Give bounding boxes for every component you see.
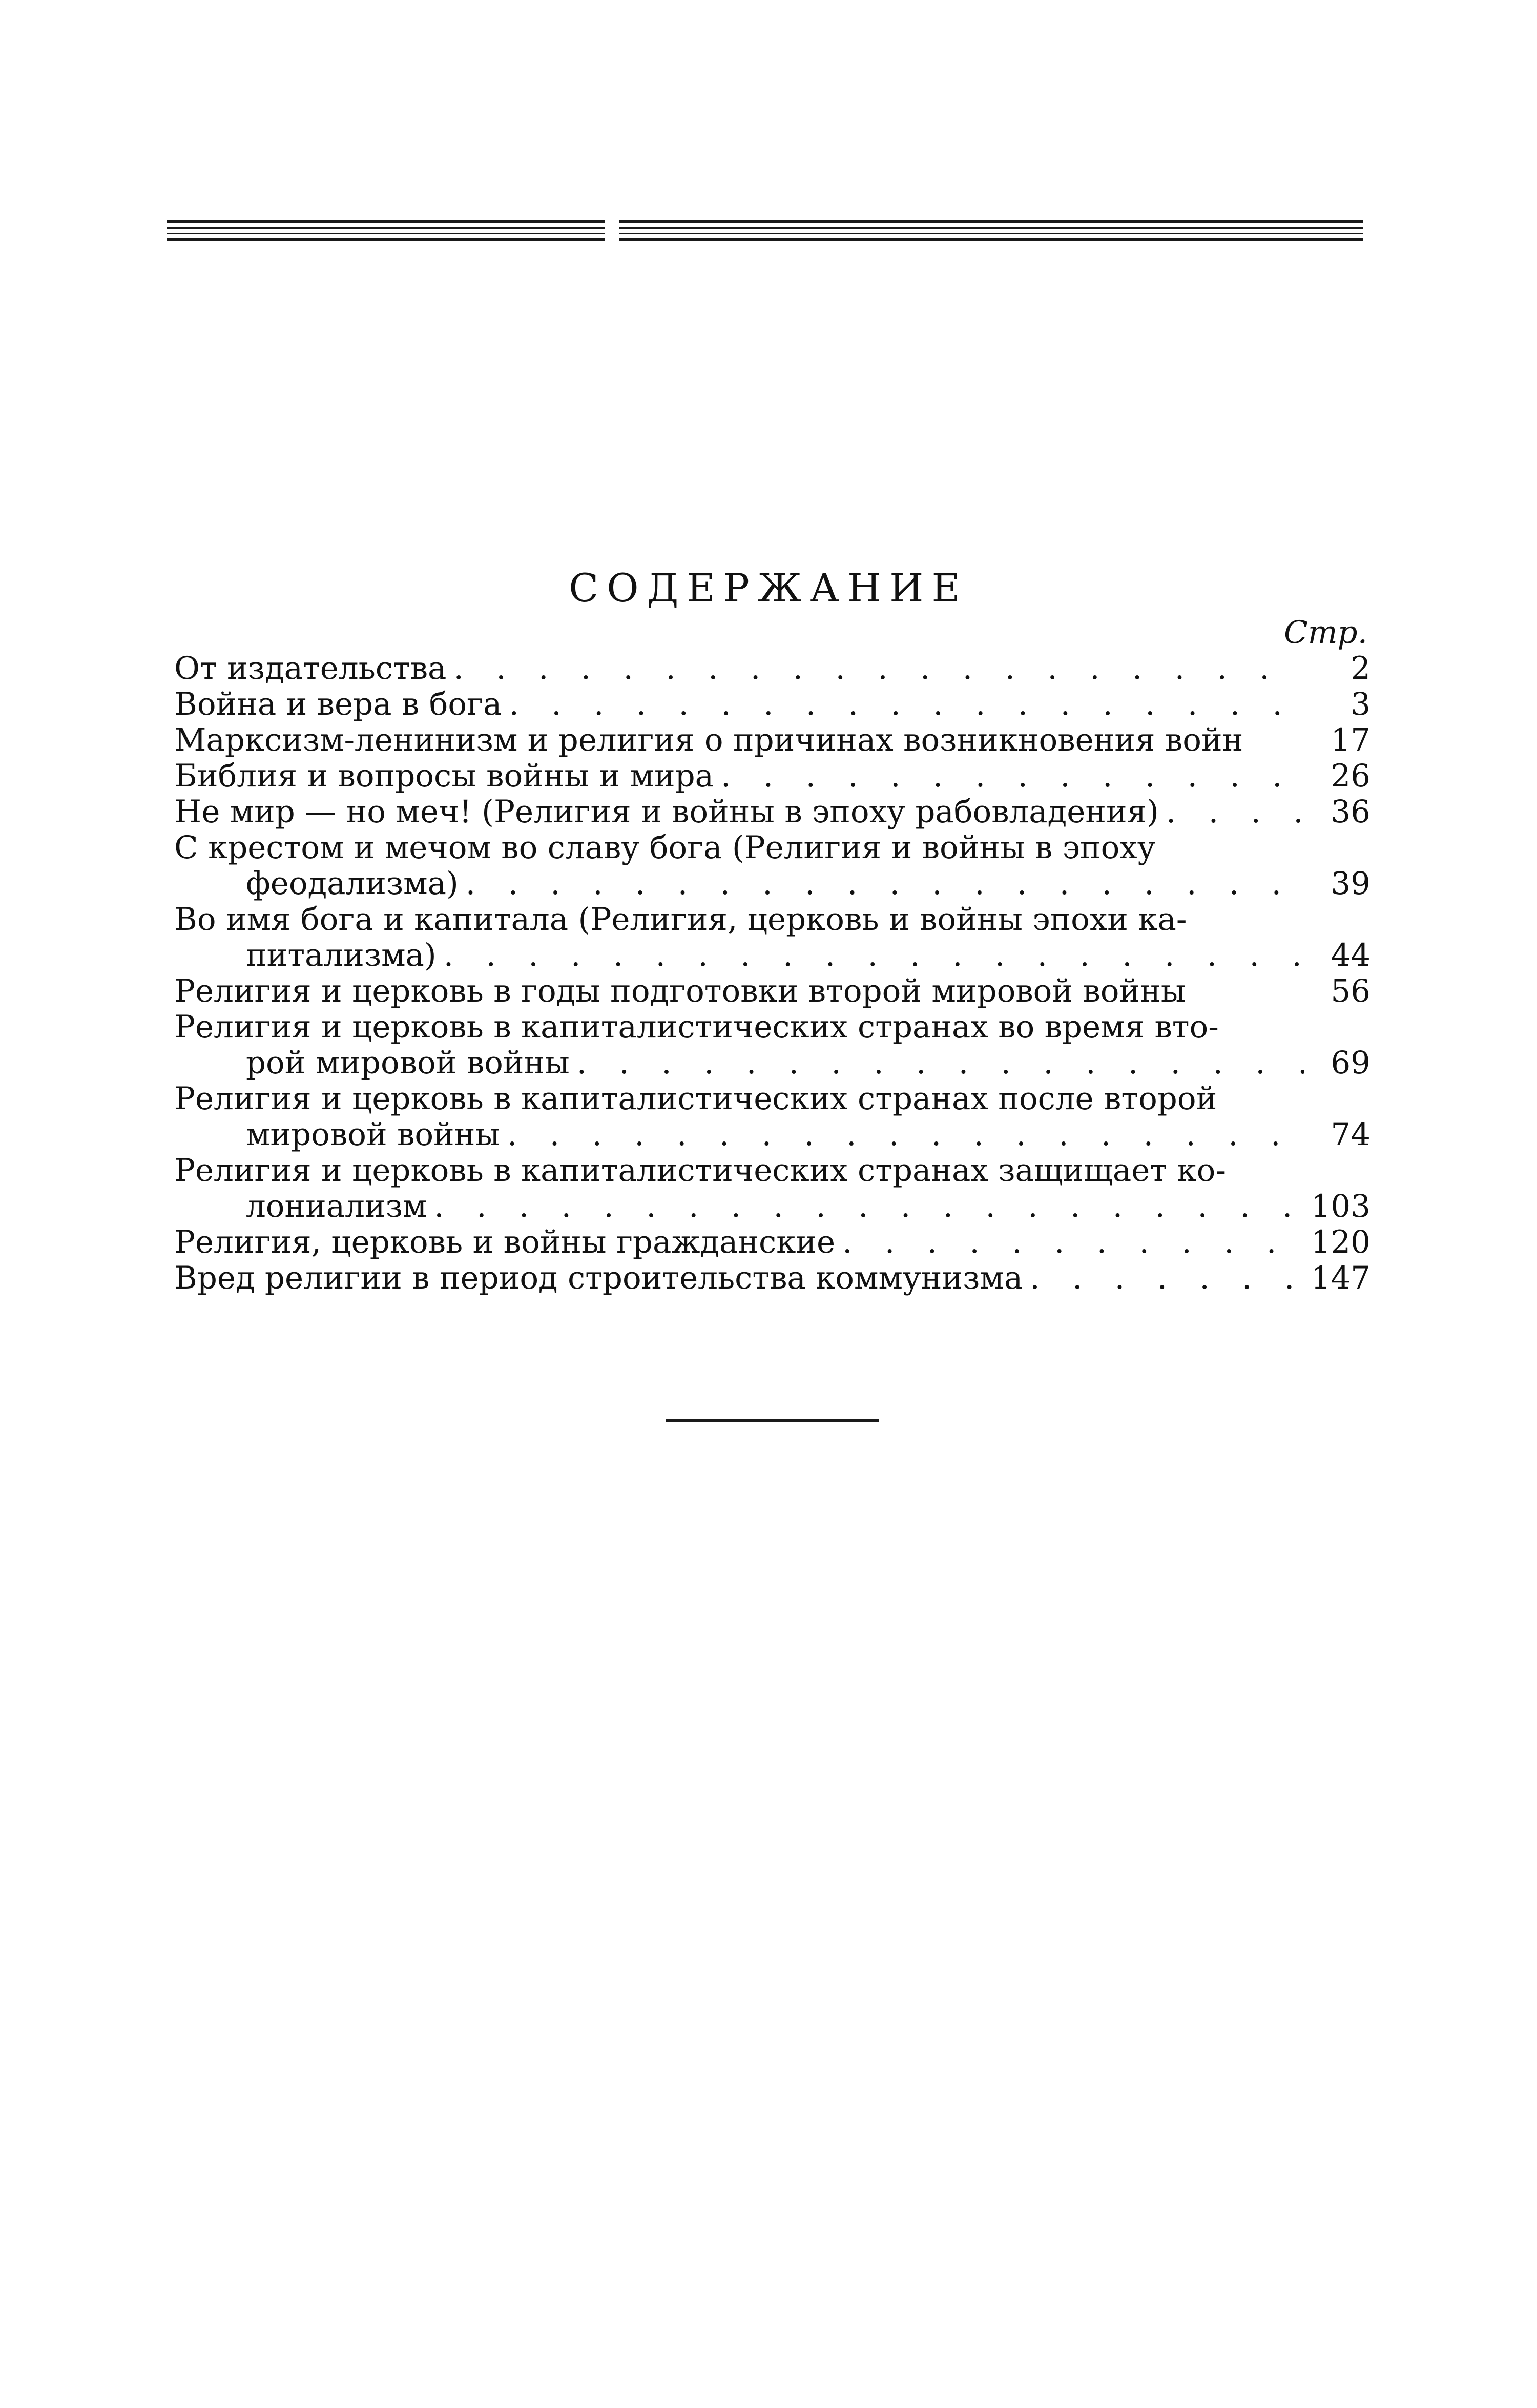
toc-entry-title bbox=[174, 973, 1304, 1009]
toc-entry-page: 69 bbox=[1331, 1045, 1370, 1081]
toc-entry bbox=[174, 1153, 1370, 1224]
page-title: СОДЕРЖАНИЕ bbox=[569, 565, 968, 611]
toc-entry-page: 74 bbox=[1331, 1116, 1370, 1153]
toc-entry-title bbox=[174, 758, 1304, 794]
dot-leader bbox=[1159, 794, 1304, 830]
toc-entry-title bbox=[174, 1260, 1304, 1296]
toc-entry bbox=[174, 722, 1370, 758]
toc-entry-line: питализма) bbox=[246, 938, 437, 973]
toc-entry-line: мировой войны bbox=[246, 1117, 500, 1153]
toc-entry-title bbox=[174, 830, 1304, 902]
dot-leader bbox=[446, 651, 1304, 687]
toc-entry-line: Религия, церковь и войны гражданские bbox=[174, 1224, 836, 1260]
toc-entry-title bbox=[174, 1224, 1304, 1260]
toc-entry-line: Библия и вопросы войны и мира bbox=[174, 758, 714, 794]
toc-entry-page: 26 bbox=[1331, 758, 1370, 794]
page-column-label: Стр. bbox=[1284, 614, 1367, 651]
dot-leader bbox=[437, 938, 1304, 973]
toc-entry-page: 17 bbox=[1331, 722, 1370, 758]
toc-entry-line: Религия и церковь в капиталистических странах защищает ко- bbox=[174, 1153, 1226, 1189]
toc-entry-title bbox=[174, 794, 1304, 830]
toc-entry bbox=[174, 651, 1370, 687]
toc-entry-page: 39 bbox=[1331, 865, 1370, 902]
toc-entry-line: Религия и церковь в капиталистических странах после второй bbox=[174, 1081, 1217, 1117]
toc-entry bbox=[174, 794, 1370, 830]
dot-leader bbox=[714, 758, 1304, 794]
toc-entry-page: 3 bbox=[1351, 686, 1370, 722]
toc-entry-title bbox=[174, 651, 1304, 687]
top-double-rule bbox=[167, 220, 1363, 242]
toc-entry-line: Религия и церковь в капиталистических странах во время вто- bbox=[174, 1009, 1219, 1045]
toc-entry-title bbox=[174, 902, 1304, 973]
toc-entry-line: Вред религии в период строительства коммунизма bbox=[174, 1260, 1023, 1296]
toc-entry bbox=[174, 1081, 1370, 1153]
dot-leader bbox=[570, 1045, 1304, 1081]
dot-leader bbox=[502, 687, 1304, 722]
toc-entry-line: феодализма) bbox=[246, 866, 459, 902]
toc-entry-line: лониализм bbox=[246, 1189, 427, 1224]
toc-entry bbox=[174, 1224, 1370, 1260]
toc-entry-line: Не мир — но меч! (Религия и войны в эпоху рабовладения) bbox=[174, 794, 1159, 830]
dot-leader bbox=[427, 1189, 1304, 1224]
toc-entry-line: Религия и церковь в годы подготовки второй мировой войны bbox=[174, 973, 1186, 1009]
dot-leader bbox=[835, 1224, 1304, 1260]
dot-leader bbox=[1023, 1260, 1304, 1296]
toc-entry-page: 147 bbox=[1311, 1260, 1370, 1296]
toc-entry-title bbox=[174, 1081, 1304, 1153]
toc-entry-page: 103 bbox=[1311, 1188, 1370, 1224]
toc-entry bbox=[174, 758, 1370, 794]
toc-entry bbox=[174, 973, 1370, 1009]
toc-entry-title bbox=[174, 1009, 1304, 1081]
toc-entry-line: С крестом и мечом во славу бога (Религия и войны в эпоху bbox=[174, 830, 1156, 866]
table-of-contents bbox=[174, 615, 1370, 1296]
toc-entry-page: 120 bbox=[1311, 1224, 1370, 1260]
toc-entry-line: Война и вера в бога bbox=[174, 687, 502, 722]
toc-entry-line: Во имя бога и капитала (Религия, церковь и войны эпохи ка- bbox=[174, 902, 1187, 938]
toc-entry-page: 2 bbox=[1351, 650, 1370, 687]
toc-entries bbox=[174, 651, 1370, 1296]
toc-entry-line: От издательства bbox=[174, 651, 447, 687]
toc-entry-line: рой мировой войны bbox=[246, 1045, 570, 1081]
toc-entry bbox=[174, 1009, 1370, 1081]
toc-entry-page: 44 bbox=[1331, 937, 1370, 973]
toc-entry bbox=[174, 1260, 1370, 1296]
dot-leader bbox=[500, 1117, 1304, 1153]
toc-entry bbox=[174, 830, 1370, 902]
toc-entry-title bbox=[174, 1153, 1304, 1224]
toc-entry-title bbox=[174, 687, 1304, 722]
toc-entry bbox=[174, 902, 1370, 973]
dot-leader bbox=[459, 866, 1304, 902]
toc-entry-title bbox=[174, 722, 1304, 758]
toc-entry-line: Марксизм-ленинизм и религия о причинах возникновения войн bbox=[174, 722, 1243, 758]
toc-entry bbox=[174, 687, 1370, 722]
toc-entry-page: 56 bbox=[1331, 973, 1370, 1009]
bottom-rule bbox=[666, 1419, 879, 1422]
toc-entry-page: 36 bbox=[1331, 794, 1370, 830]
